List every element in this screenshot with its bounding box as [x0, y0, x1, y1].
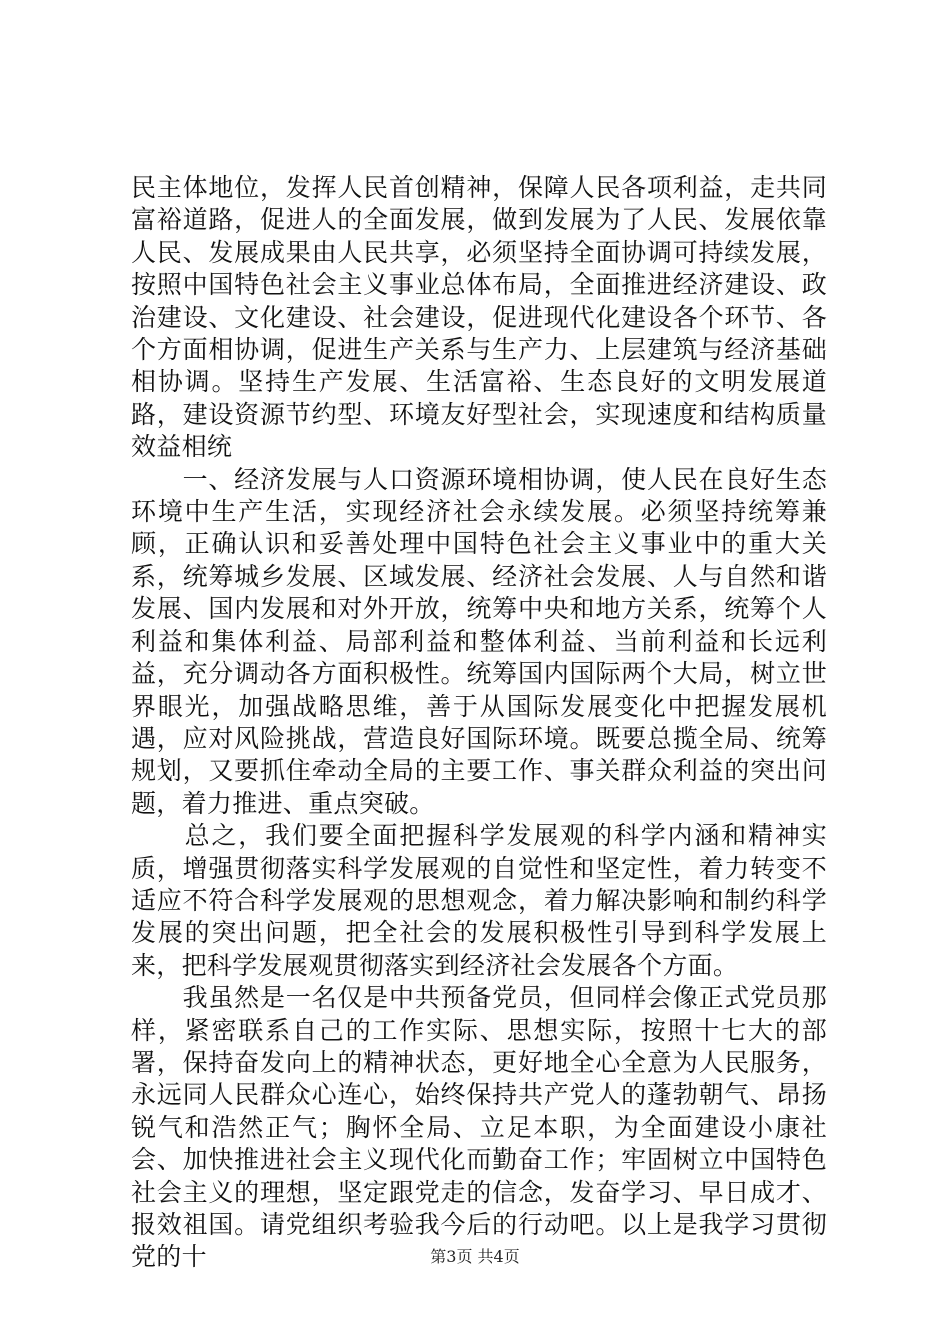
paragraph-3: 总之，我们要全面把握科学发展观的科学内涵和精神实质，增强贯彻落实科学发展观的自觉性和坚定性，着力转变不适应不符合科学发展观的思想观念，着力解决影响和制约科学发展的突出问题，把全社会的发展积极性引导到科学发展上来，把科学发展观贯彻落实到经济社会发展各个方面。	[131, 821, 827, 980]
document-body	[131, 172, 827, 1274]
page-number-footer: 第3页 共4页	[430, 1247, 520, 1266]
paragraph-2: 一、经济发展与人口资源环境相协调，使人民在良好生态环境中生产生活，实现经济社会永续发展。必须坚持统筹兼顾，正确认识和妥善处理中国特色社会主义事业中的重大关系，统筹城乡发展、区域发展、经济社会发展、人与自然和谐发展、国内发展和对外开放，统筹中央和地方关系，统筹个人利益和集体利益、局部利益和整体利益、当前利益和长远利益，充分调动各方面积极性。统筹国内国际两个大局，树立世界眼光，加强战略思维，善于从国际发展变化中把握发展机遇，应对风险挑战，营造良好国际环境。既要总揽全局、统筹规划，又要抓住牵动全局的主要工作、事关群众利益的突出问题，着力推进、重点突破。	[131, 464, 827, 818]
paragraph-1: 民主体地位，发挥人民首创精神，保障人民各项利益，走共同富裕道路，促进人的全面发展，做到发展为了人民、发展依靠人民、发展成果由人民共享，必须坚持全面协调可持续发展，按照中国特色社会主义事业总体布局，全面推进经济建设、政治建设、文化建设、社会建设，促进现代化建设各个环节、各个方面相协调，促进生产关系与生产力、上层建筑与经济基础相协调。坚持生产发展、生活富裕、生态良好的文明发展道路，建设资源节约型、环境友好型社会，实现速度和结构质量效益相统	[131, 173, 827, 462]
paragraph-4: 我虽然是一名仅是中共预备党员，但同样会像正式党员那样，紧密联系自己的工作实际、思想实际，按照十七大的部署，保持奋发向上的精神状态，更好地全心全意为人民服务，永远同人民群众心连心，始终保持共产党人的蓬勃朝气、昂扬锐气和浩然正气；胸怀全局、立足本职，为全面建设小康社会、加快推进社会主义现代化而勤奋工作；牢固树立中国特色社会主义的理想，坚定跟党走的信念，发奋学习、早日成才、报效祖国。请党组织考验我今后的行动吧。以上是我学习贯彻党的十	[131, 983, 827, 1272]
